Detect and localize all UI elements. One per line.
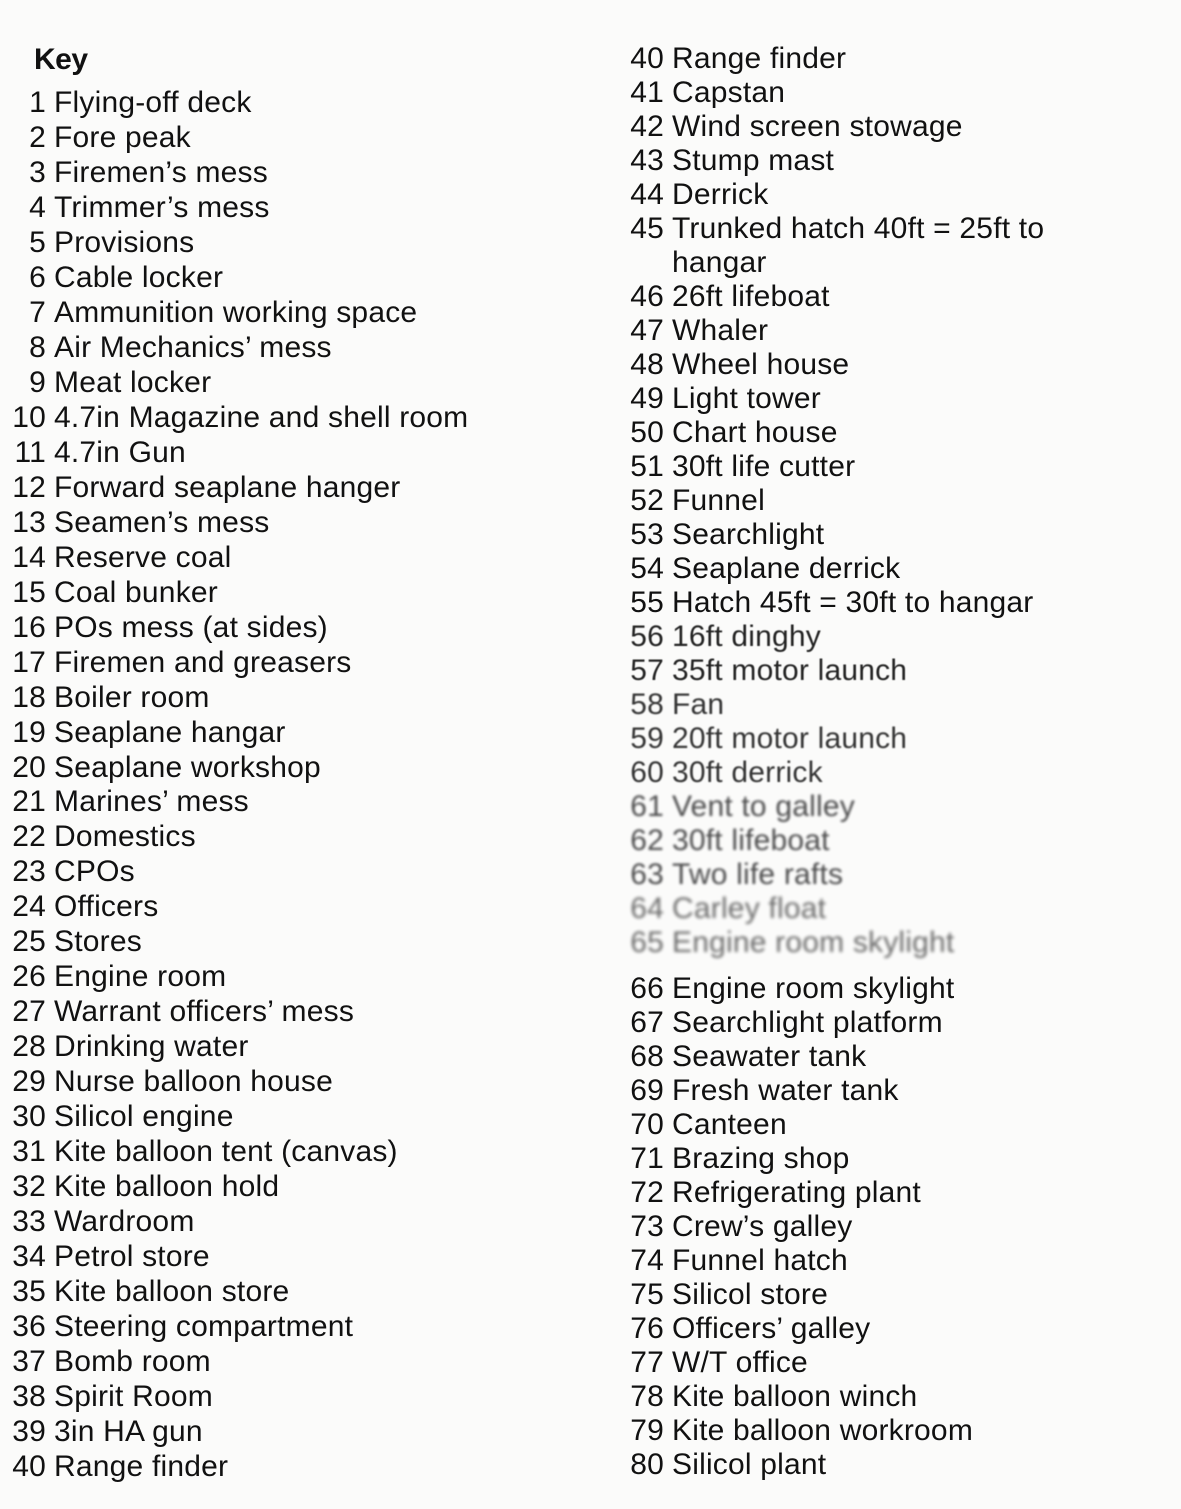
key-entry [610,790,855,824]
key-entry [610,756,823,790]
entry-label: 20ft motor launch [672,722,908,755]
key-entry [610,620,821,654]
entry-label: Air Mechanics’ mess [54,331,332,364]
entry-label: Nurse balloon house [54,1065,333,1098]
entry-label: Chart house [672,416,838,449]
key-entry [610,1108,787,1142]
entry-number: 70 [630,1108,664,1141]
key-entry [610,348,849,382]
key-entry [0,261,223,295]
key-title: Key [34,43,88,76]
entry-label: Coal bunker [54,576,218,609]
entry-number: 78 [630,1380,664,1413]
key-entry [610,1278,828,1312]
entry-label: Cable locker [54,261,224,294]
entry-number: 15 [12,576,46,609]
key-entry [0,681,210,715]
entry-label: 30ft life cutter [672,450,856,483]
entry-number: 65 [630,926,664,959]
entry-number: 2 [29,121,46,154]
entry-label: Crew’s galley [672,1210,853,1243]
entry-label: Kite balloon workroom [672,1414,974,1447]
entry-label: Searchlight platform [672,1006,943,1039]
key-entry [0,576,218,610]
entry-label: Kite balloon winch [672,1380,918,1413]
key-entry [0,86,252,120]
entry-number: 38 [12,1380,46,1413]
entry-label: Funnel [672,484,765,517]
key-entry [610,972,954,1006]
entry-number: 68 [630,1040,664,1073]
key-entry [0,471,400,505]
key-entry [0,646,351,680]
entry-number: 49 [630,382,664,415]
entry-number: 44 [630,178,664,211]
entry-label: Seaplane hangar [54,716,286,749]
entry-label: Engine room skylight [672,926,955,959]
entry-label: Drinking water [54,1030,249,1063]
entry-label: Domestics [54,820,196,853]
entry-number: 72 [630,1176,664,1209]
entry-label: Engine room [54,960,227,993]
entry-number: 31 [12,1135,46,1168]
key-entry [0,1170,279,1204]
entry-label: Stores [54,925,142,958]
key-entry [610,42,846,76]
key-entry [610,144,834,178]
entry-label: Engine room skylight [672,972,955,1005]
key-entry [0,401,468,435]
entry-label: Stump mast [672,144,835,177]
entry-label: Seaplane workshop [54,751,321,784]
entry-number: 23 [12,855,46,888]
key-entry [0,995,354,1029]
entry-label: 30ft lifeboat [672,824,830,857]
entry-label: Trimmer’s mess [54,191,270,224]
entry-label: Firemen’s mess [54,156,268,189]
key-entry [0,716,286,750]
entry-label: POs mess (at sides) [54,611,328,644]
key-entry [610,858,843,892]
entry-number: 80 [630,1448,664,1481]
entry-number: 74 [630,1244,664,1277]
key-entry [0,1380,213,1414]
entry-number: 35 [12,1275,46,1308]
entry-label: Firemen and greasers [54,646,352,679]
key-entry [0,436,186,470]
entry-number: 25 [12,925,46,958]
entry-number: 20 [12,751,46,784]
entry-number: 58 [630,688,664,721]
entry-label: Wind screen stowage [672,110,963,143]
entry-number: 55 [630,586,664,619]
entry-number: 53 [630,518,664,551]
key-entry [610,552,900,586]
entry-number: 60 [630,756,664,789]
entry-label: Ammunition working space [54,296,418,329]
entry-label: Fore peak [54,121,191,154]
key-entry [0,785,249,819]
entry-label: 26ft lifeboat [672,280,830,313]
key-entry [0,1205,195,1239]
key-entry [0,226,194,260]
entry-label: Steering compartment [54,1310,354,1343]
key-entry [610,586,1033,620]
entry-label: Bomb room [54,1345,211,1378]
entry-label: Fan [672,688,725,721]
key-entry [0,1415,203,1449]
entry-number: 48 [630,348,664,381]
key-entry [610,76,785,110]
key-entry [610,1414,973,1448]
key-entry [610,382,821,416]
entry-label: Kite balloon store [54,1275,290,1308]
entry-label: Wheel house [672,348,850,381]
entry-number: 77 [630,1346,664,1379]
entry-label: Kite balloon tent (canvas) [54,1135,398,1168]
entry-number: 43 [630,144,664,177]
entry-number: 34 [12,1240,46,1273]
entry-label: Flying-off deck [54,86,252,119]
key-entry [610,722,907,756]
entry-number: 54 [630,552,664,585]
entry-label: Spirit Room [54,1380,213,1413]
entry-number: 67 [630,1006,664,1039]
entry-number: 61 [630,790,664,823]
entry-label: Fresh water tank [672,1074,899,1107]
key-entry [0,820,196,854]
entry-label: Reserve coal [54,541,232,574]
key-entry [0,1030,249,1064]
entry-number: 39 [12,1415,46,1448]
entry-number: 56 [630,620,664,653]
entry-number: 75 [630,1278,664,1311]
key-entry [610,1244,848,1278]
entry-label: Searchlight [672,518,825,551]
key-entry [610,280,830,314]
key-entry [610,926,954,960]
entry-number: 71 [630,1142,664,1175]
entry-number: 27 [12,995,46,1028]
entry-label: Petrol store [54,1240,210,1273]
entry-number: 12 [12,471,46,504]
entry-number: 13 [12,506,46,539]
key-entry [0,925,142,959]
key-entry [610,1074,899,1108]
key-entry [0,751,321,785]
entry-label: Derrick [672,178,769,211]
entry-number: 37 [12,1345,46,1378]
key-entry [610,824,830,858]
entry-label: 16ft dinghy [672,620,821,653]
key-entry [610,1040,866,1074]
entry-label: Marines’ mess [54,785,249,818]
entry-label: CPOs [54,855,135,888]
entry-label: Silicol engine [54,1100,234,1133]
entry-label: Funnel hatch [672,1244,848,1277]
entry-label: Range finder [672,42,847,75]
key-entry [610,484,765,518]
entry-label: W/T office [672,1346,808,1379]
key-entry [610,1448,826,1482]
entry-number: 42 [630,110,664,143]
key-entry [0,1450,228,1484]
key-entry [0,1065,333,1099]
entry-label: Capstan [672,76,786,109]
entry-label: Refrigerating plant [672,1176,921,1209]
entry-label: Brazing shop [672,1142,850,1175]
entry-number: 63 [630,858,664,891]
entry-number: 19 [12,716,46,749]
entry-number: 30 [12,1100,46,1133]
key-entry [610,1346,808,1380]
entry-label: Vent to galley [672,790,855,823]
key-entry [0,611,328,645]
entry-label: Forward seaplane hanger [54,471,401,504]
key-entry [0,296,417,330]
entry-number: 16 [12,611,46,644]
entry-number: 10 [12,401,46,434]
entry-label: Carley float [672,892,827,925]
key-entry [0,1100,234,1134]
entry-number: 40 [630,42,664,75]
entry-label: Seamen’s mess [54,506,270,539]
key-entry [0,331,332,365]
key-entry [0,121,191,155]
entry-number: 1 [29,86,46,119]
entry-number: 66 [630,972,664,1005]
entry-label: 4.7in Magazine and shell room [54,401,469,434]
key-entry [610,1142,850,1176]
entry-number: 28 [12,1030,46,1063]
key-entry [610,450,855,484]
key-entry [610,1210,852,1244]
key-entry [0,191,270,225]
key-entry [0,366,211,400]
key-entry [0,541,231,575]
entry-label: Trunked hatch 40ft = 25ft to hangar [672,212,1045,279]
key-entry [610,416,838,450]
key-entry [610,110,963,144]
entry-label: Range finder [54,1450,229,1483]
entry-number: 69 [630,1074,664,1107]
entry-number: 14 [12,541,46,574]
key-entry [0,890,158,924]
entry-number: 64 [630,892,664,925]
entry-number: 4 [29,191,46,224]
key-entry [0,1275,289,1309]
entry-number: 76 [630,1312,664,1345]
entry-label: Warrant officers’ mess [54,995,355,1028]
entry-label: Wardroom [54,1205,195,1238]
entry-number: 52 [630,484,664,517]
key-entry [0,960,226,994]
entry-number: 3 [29,156,46,189]
entry-number: 62 [630,824,664,857]
entry-label: Boiler room [54,681,210,714]
entry-label: Seawater tank [672,1040,867,1073]
entry-number: 22 [12,820,46,853]
entry-number: 7 [29,296,46,329]
key-entry [0,156,268,190]
key-entry [0,1345,211,1379]
key-entry [0,506,269,540]
key-entry [610,1006,943,1040]
entry-number: 8 [29,331,46,364]
entry-label: 30ft derrick [672,756,823,789]
entry-number: 6 [29,261,46,294]
entry-number: 18 [12,681,46,714]
entry-label: Kite balloon hold [54,1170,280,1203]
entry-number: 45 [630,212,664,245]
key-entry [0,1240,210,1274]
entry-label: Whaler [672,314,769,347]
key-entry [610,178,768,212]
entry-number: 36 [12,1310,46,1343]
entry-number: 47 [630,314,664,347]
entry-number: 51 [630,450,664,483]
entry-label: Provisions [54,226,195,259]
key-entry [610,518,824,552]
entry-label: Silicol plant [672,1448,827,1481]
key-entry [0,1310,353,1344]
key-entry [610,314,768,348]
key-entry [0,855,135,889]
entry-number: 24 [12,890,46,923]
key-entry [610,654,907,688]
entry-number: 26 [12,960,46,993]
entry-number: 5 [29,226,46,259]
entry-label: Two life rafts [672,858,844,891]
entry-number: 21 [12,785,46,818]
entry-number: 73 [630,1210,664,1243]
entry-label: 4.7in Gun [54,436,186,469]
entry-label: Officers [54,890,159,923]
entry-number: 11 [14,436,46,469]
key-entry [610,688,724,722]
entry-label: 35ft motor launch [672,654,908,687]
key-entry [610,212,1102,280]
key-entry [610,1176,921,1210]
entry-number: 29 [12,1065,46,1098]
entry-number: 17 [12,646,46,679]
key-entry [0,1135,398,1169]
entry-number: 41 [630,76,664,109]
key-entry [610,1380,917,1414]
entry-number: 32 [12,1170,46,1203]
entry-label: Light tower [672,382,821,415]
entry-number: 57 [630,654,664,687]
key-entry [610,892,826,926]
entry-number: 46 [630,280,664,313]
entry-label: Seaplane derrick [672,552,901,585]
entry-label: Canteen [672,1108,787,1141]
entry-label: 3in HA gun [54,1415,203,1448]
entry-number: 9 [29,366,46,399]
entry-label: Officers’ galley [672,1312,871,1345]
entry-number: 33 [12,1205,46,1238]
entry-number: 50 [630,416,664,449]
entry-number: 79 [630,1414,664,1447]
key-entry [610,1312,870,1346]
entry-label: Hatch 45ft = 30ft to hangar [672,586,1034,619]
entry-label: Meat locker [54,366,212,399]
entry-number: 59 [630,722,664,755]
entry-number: 40 [12,1450,46,1483]
entry-label: Silicol store [672,1278,828,1311]
